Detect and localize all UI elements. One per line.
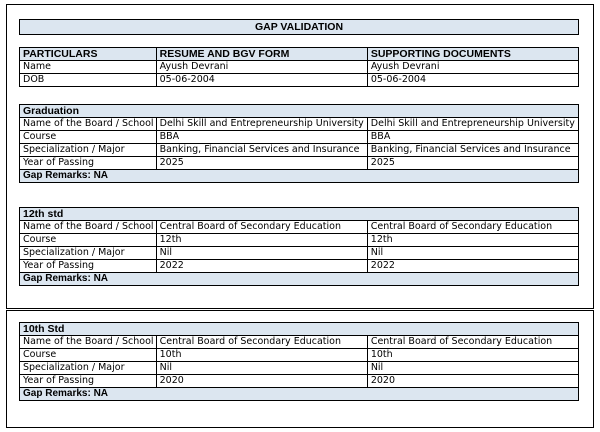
- docs-value: Ayush Devrani: [367, 61, 578, 74]
- resume-value: Nil: [156, 362, 367, 375]
- resume-value: Ayush Devrani: [156, 61, 367, 74]
- docs-value: 2025: [367, 157, 578, 170]
- resume-value: Central Board of Secondary Education: [156, 221, 367, 234]
- docs-value: Delhi Skill and Entrepreneurship University: [367, 118, 578, 131]
- table-row: [20, 234, 579, 247]
- table-row: [20, 74, 579, 87]
- row-label: Course: [20, 234, 157, 247]
- row-label: Name: [20, 61, 157, 74]
- resume-value: 2025: [156, 157, 367, 170]
- row-label: Specialization / Major: [20, 362, 157, 375]
- table-row: [20, 61, 579, 74]
- header-resume: RESUME AND BGV FORM: [156, 48, 367, 61]
- docs-value: 2020: [367, 375, 578, 388]
- row-label: DOB: [20, 74, 157, 87]
- row-label: Year of Passing: [20, 260, 157, 273]
- resume-value: 05-06-2004: [156, 74, 367, 87]
- resume-value: 10th: [156, 349, 367, 362]
- table-row: [20, 260, 579, 273]
- graduation-table: [19, 104, 579, 183]
- resume-value: Delhi Skill and Entrepreneurship University: [156, 118, 367, 131]
- docs-value: 05-06-2004: [367, 74, 578, 87]
- resume-value: 12th: [156, 234, 367, 247]
- table-row: [20, 336, 579, 349]
- table-row: [20, 131, 579, 144]
- resume-value: Central Board of Secondary Education: [156, 336, 367, 349]
- row-label: Specialization / Major: [20, 247, 157, 260]
- docs-value: BBA: [367, 131, 578, 144]
- docs-value: Central Board of Secondary Education: [367, 221, 578, 234]
- docs-value: 2022: [367, 260, 578, 273]
- section-heading: 10th Std: [20, 323, 579, 336]
- section-heading: Graduation: [20, 105, 579, 118]
- docs-value: Nil: [367, 247, 578, 260]
- header-particulars: PARTICULARS: [20, 48, 157, 61]
- row-label: Course: [20, 131, 157, 144]
- table-row: [20, 157, 579, 170]
- tenth-table: [19, 322, 579, 401]
- table-row: [20, 221, 579, 234]
- row-label: Name of the Board / School: [20, 336, 157, 349]
- table-row: [20, 375, 579, 388]
- page-title: GAP VALIDATION: [20, 20, 579, 35]
- docs-value: Nil: [367, 362, 578, 375]
- row-label: Name of the Board / School: [20, 221, 157, 234]
- header-documents: SUPPORTING DOCUMENTS: [367, 48, 578, 61]
- row-label: Name of the Board / School: [20, 118, 157, 131]
- gap-remarks: Gap Remarks: NA: [20, 273, 579, 286]
- docs-value: Banking, Financial Services and Insurance: [367, 144, 578, 157]
- resume-value: BBA: [156, 131, 367, 144]
- resume-value: Nil: [156, 247, 367, 260]
- row-label: Year of Passing: [20, 157, 157, 170]
- table-row: [20, 118, 579, 131]
- twelfth-table: [19, 207, 579, 286]
- docs-value: 10th: [367, 349, 578, 362]
- row-label: Specialization / Major: [20, 144, 157, 157]
- docs-value: 12th: [367, 234, 578, 247]
- gap-remarks: Gap Remarks: NA: [20, 388, 579, 401]
- table-row: [20, 349, 579, 362]
- resume-value: Banking, Financial Services and Insurance: [156, 144, 367, 157]
- resume-value: 2022: [156, 260, 367, 273]
- table-row: [20, 247, 579, 260]
- row-label: Year of Passing: [20, 375, 157, 388]
- table-row: [20, 144, 579, 157]
- gap-remarks: Gap Remarks: NA: [20, 170, 579, 183]
- personal-table: [19, 47, 579, 87]
- resume-value: 2020: [156, 375, 367, 388]
- docs-value: Central Board of Secondary Education: [367, 336, 578, 349]
- section-heading: 12th std: [20, 208, 579, 221]
- title-table: [19, 19, 579, 35]
- row-label: Course: [20, 349, 157, 362]
- table-row: [20, 362, 579, 375]
